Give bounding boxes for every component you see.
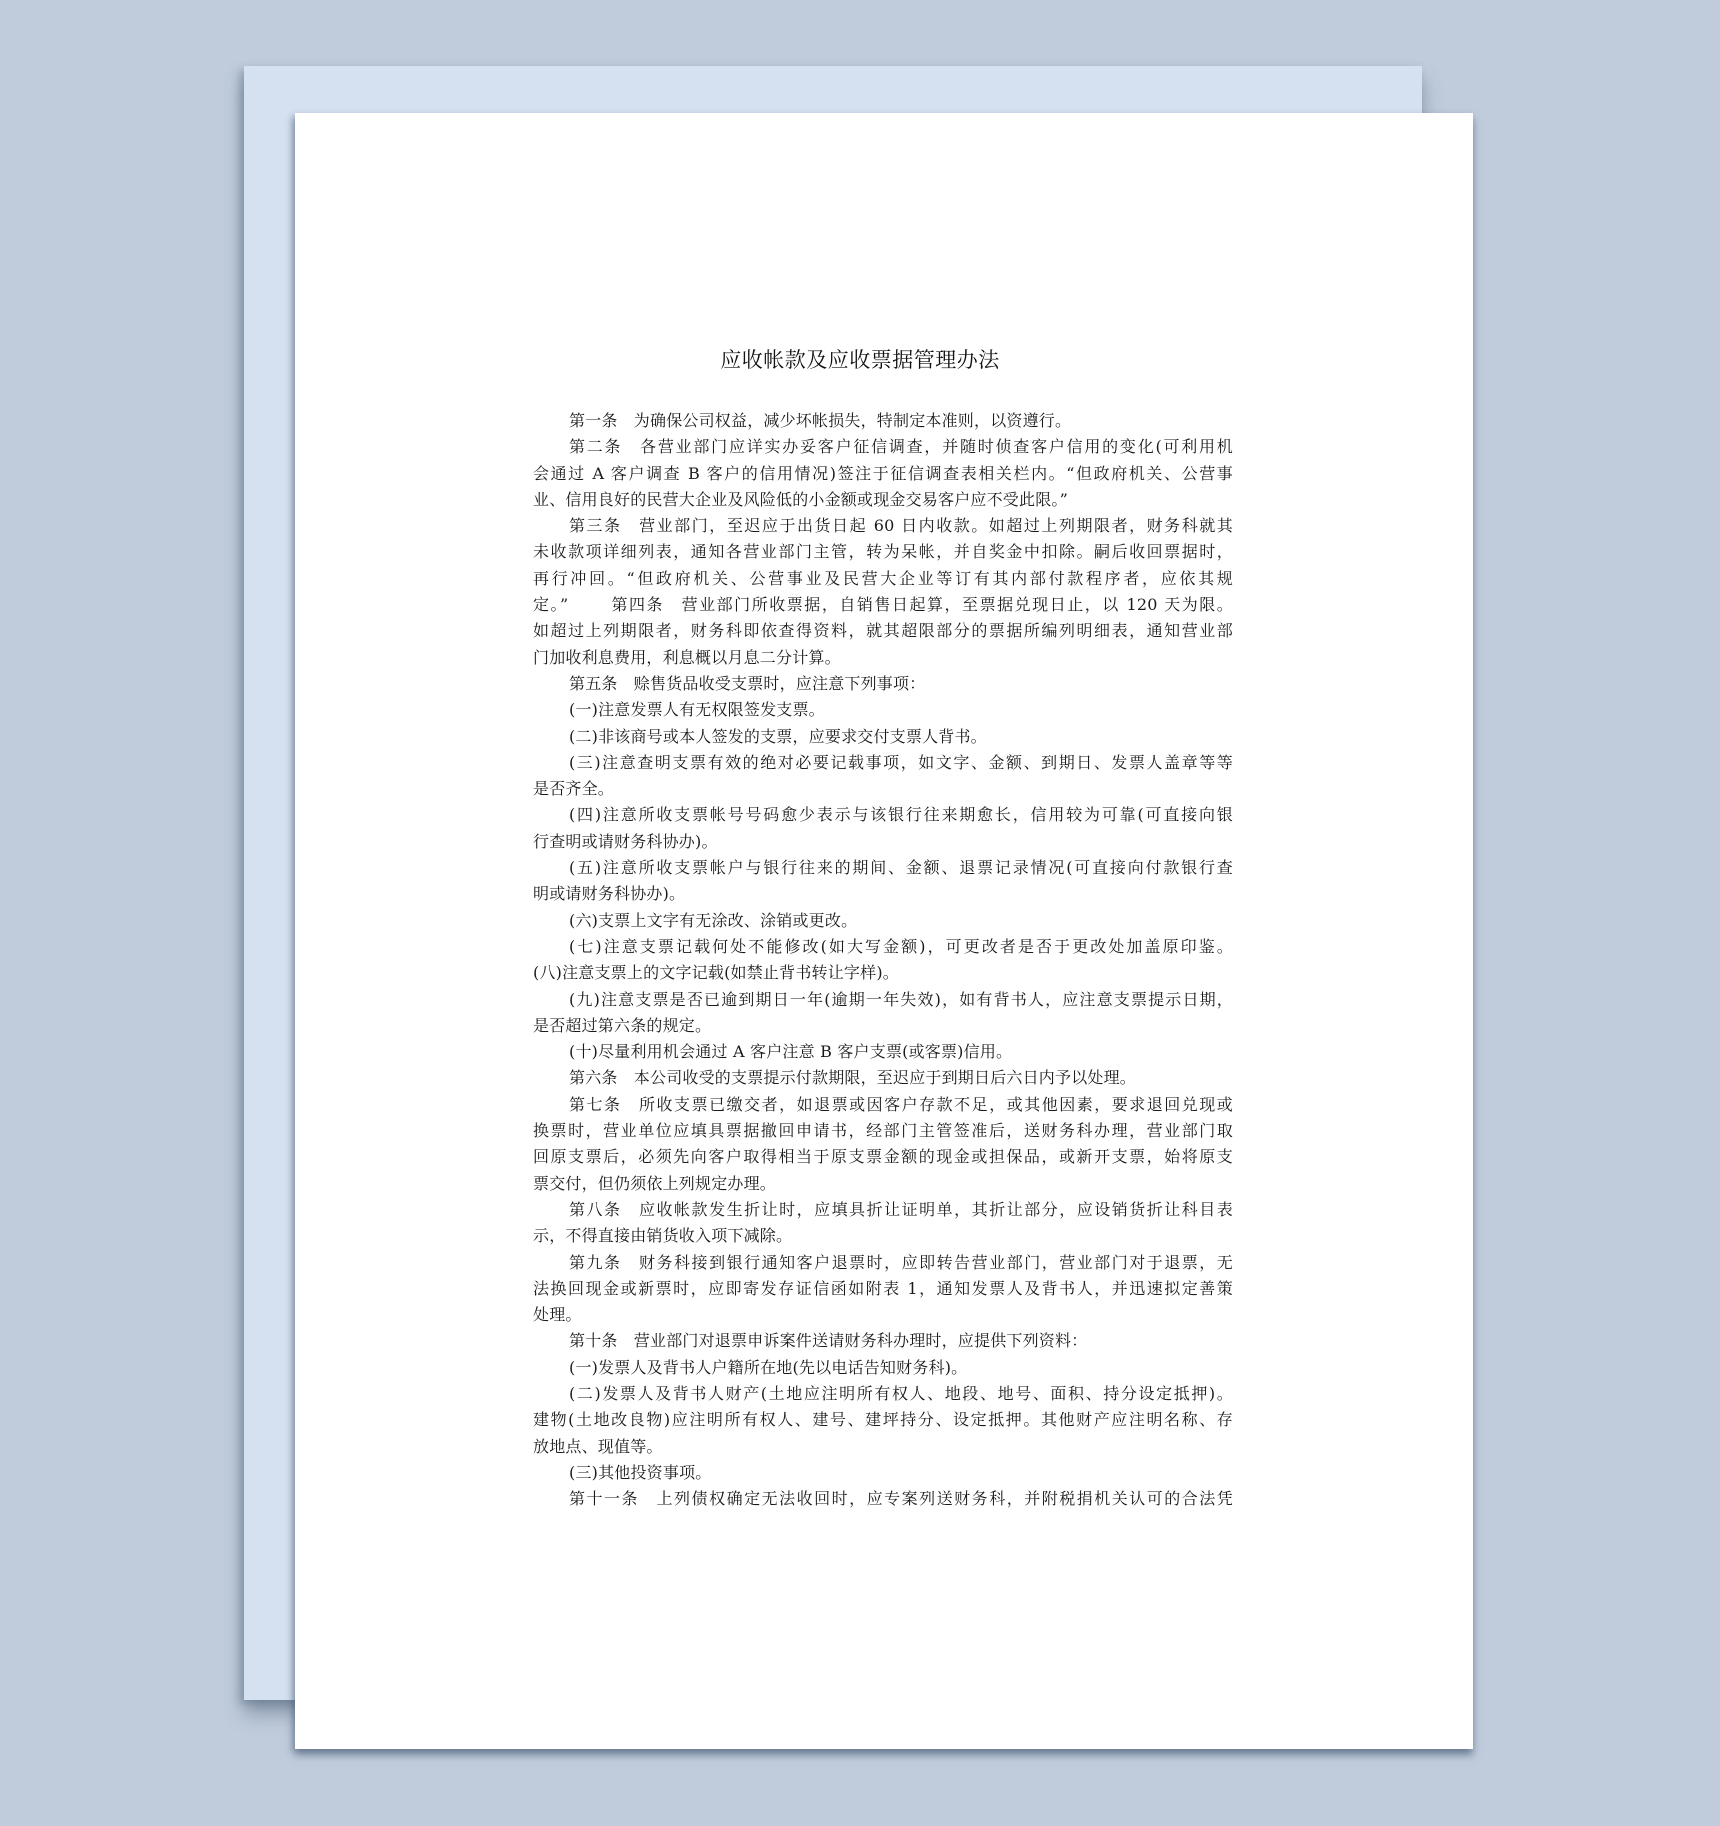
document-line: 行查明或请财务科协办)。: [533, 831, 718, 851]
document-line: (一)注意发票人有无权限签发支票。: [569, 700, 825, 720]
document-line: (一)发票人及背书人户籍所在地(先以电话告知财务科)。: [569, 1357, 968, 1377]
document-line: 第十条 营业部门对退票申诉案件送请财务科办理时，应提供下列资料：: [569, 1331, 1088, 1351]
document-body: [533, 408, 1233, 1512]
document-line: 未收款项详细列表，通知各营业部门主管，转为呆帐，并自奖金中扣除。嗣后收回票据时，: [533, 542, 1233, 562]
document-line: 第八条 应收帐款发生折让时，应填具折让证明单，其折让部分，应设销货折让科目表: [569, 1199, 1233, 1219]
document-line: (十)尽量利用机会通过 A 客户注意 B 客户支票(或客票)信用。: [569, 1042, 1013, 1062]
document-line: (三)其他投资事项。: [569, 1462, 712, 1482]
document-line: 第五条 赊售货品收受支票时，应注意下列事项：: [569, 673, 926, 693]
document-line: (三)注意查明支票有效的绝对必要记载事项，如文字、金额、到期日、发票人盖章等等: [569, 752, 1233, 772]
document-line: 再行冲回。“但政府机关、公营事业及民营大企业等订有其内部付款程序者，应依其规: [533, 568, 1233, 588]
document-line: 门加收利息费用，利息概以月息二分计算。: [533, 647, 841, 667]
document-line: 换票时，营业单位应填具票据撤回申请书，经部门主管签准后，送财务科办理，营业部门取: [533, 1121, 1233, 1141]
document-line: (二)发票人及背书人财产(土地应注明所有权人、地段、地号、面积、持分设定抵押)。: [569, 1383, 1233, 1403]
document-title: 应收帐款及应收票据管理办法: [720, 348, 1000, 372]
document-line: 第二条 各营业部门应详实办妥客户征信调查，并随时侦查客户信用的变化(可利用机: [569, 437, 1233, 457]
document-line: 会通过 A 客户调查 B 客户的信用情况)签注于征信调查表相关栏内。“但政府机关、公营事: [533, 463, 1233, 483]
document-line: (九)注意支票是否已逾到期日一年(逾期一年失效)，如有背书人，应注意支票提示日期，: [569, 989, 1233, 1009]
document-line: 如超过上列期限者，财务科即依查得资料，就其超限部分的票据所编列明细表，通知营业部: [533, 621, 1233, 641]
document-line: 法换回现金或新票时，应即寄发存证信函如附表 1，通知发票人及背书人，并迅速拟定善策: [533, 1278, 1233, 1298]
document-line: (八)注意支票上的文字记载(如禁止背书转让字样)。: [533, 963, 899, 983]
document-line: 第九条 财务科接到银行通知客户退票时，应即转告营业部门，营业部门对于退票，无: [569, 1252, 1233, 1272]
document-line: 回原支票后，必须先向客户取得相当于原支票金额的现金或担保品，或新开支票，始将原支: [533, 1147, 1233, 1167]
document-line: 第十一条 上列债权确定无法收回时，应专案列送财务科，并附税捐机关认可的合法凭: [569, 1489, 1233, 1509]
document-line: (五)注意所收支票帐户与银行往来的期间、金额、退票记录情况(可直接向付款银行查: [569, 858, 1233, 878]
document-line: 票交付，但仍须依上列规定办理。: [533, 1173, 777, 1193]
document-line: (二)非该商号或本人签发的支票，应要求交付支票人背书。: [569, 726, 987, 746]
document-line: 第七条 所收支票已缴交者，如退票或因客户存款不足，或其他因素，要求退回兑现或: [569, 1094, 1233, 1114]
document-line: 定。” 第四条 营业部门所收票据，自销售日起算，至票据兑现日止，以 120 天为限。: [533, 595, 1233, 615]
document-line: 示，不得直接由销货收入项下减除。: [533, 1226, 793, 1246]
document-line: 明或请财务科协办)。: [533, 884, 686, 904]
document-line: 第六条 本公司收受的支票提示付款期限，至迟应于到期日后六日内予以处理。: [569, 1068, 1137, 1088]
document-line: (七)注意支票记载何处不能修改(如大写金额)，可更改者是否于更改处加盖原印鉴。: [569, 936, 1233, 956]
document-line: (六)支票上文字有无涂改、涂销或更改。: [569, 910, 858, 930]
document-line: 第一条 为确保公司权益，减少坏帐损失，特制定本准则，以资遵行。: [569, 411, 1072, 430]
document-line: 处理。: [533, 1305, 582, 1325]
document-line: 业、信用良好的民营大企业及风险低的小金额或现金交易客户应不受此限。”: [533, 489, 1068, 509]
document-line: 放地点、现值等。: [533, 1436, 663, 1456]
document-line: (四)注意所收支票帐号号码愈少表示与该银行往来期愈长，信用较为可靠(可直接向银: [569, 805, 1233, 825]
document-line: 第三条 营业部门，至迟应于出货日起 60 日内收款。如超过上列期限者，财务科就其: [569, 516, 1233, 536]
document-line: 建物(土地改良物)应注明所有权人、建号、建坪持分、设定抵押。其他财产应注明名称、存: [533, 1410, 1233, 1430]
document-line: 是否超过第六条的规定。: [533, 1015, 712, 1035]
document-line: 是否齐全。: [533, 779, 615, 799]
